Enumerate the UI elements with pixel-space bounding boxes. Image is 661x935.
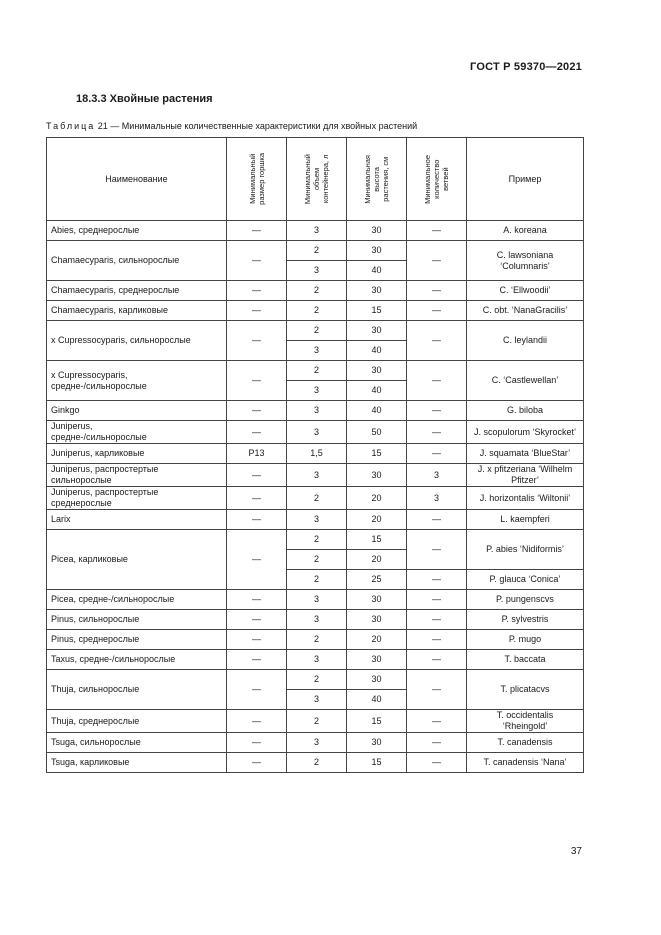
container-volume: 3: [287, 341, 347, 361]
plant-height: 40: [347, 341, 407, 361]
header-pot: [227, 138, 287, 221]
pot-size: —: [227, 221, 287, 241]
plant-name: Picea, карликовые: [47, 530, 227, 590]
header-volume: [287, 138, 347, 221]
pot-size: —: [227, 421, 287, 444]
table-row: [47, 590, 584, 610]
table-caption-text: 21 — Минимальные количественные характеристики для хвойных растений: [95, 121, 418, 131]
branch-count: —: [407, 570, 467, 590]
table-row: [47, 710, 584, 733]
plant-height: 15: [347, 710, 407, 733]
branch-count: —: [407, 753, 467, 773]
branch-count: —: [407, 321, 467, 361]
example: C. ‘Ellwoodii’: [467, 281, 584, 301]
plant-height: 15: [347, 444, 407, 464]
pot-size: —: [227, 710, 287, 733]
plant-height: 40: [347, 381, 407, 401]
pot-size: —: [227, 464, 287, 487]
pot-size: —: [227, 733, 287, 753]
table-row: [47, 464, 584, 487]
example: J. scopulorum ‘Skyrocket’: [467, 421, 584, 444]
branch-count: —: [407, 401, 467, 421]
plant-name: Tsuga, карликовые: [47, 753, 227, 773]
plant-name: x Cupressocyparis, сильнорослые: [47, 321, 227, 361]
branch-count: —: [407, 510, 467, 530]
example: C. lawsoniana ‘Columnaris’: [467, 241, 584, 281]
header-branches: [407, 138, 467, 221]
branch-count: —: [407, 301, 467, 321]
pot-size: —: [227, 487, 287, 510]
table-row: [47, 670, 584, 690]
header-volume-text: Минимальный объем контейнера, л: [303, 153, 330, 205]
plant-name: Larix: [47, 510, 227, 530]
branch-count: —: [407, 610, 467, 630]
table-row: [47, 753, 584, 773]
branch-count: —: [407, 221, 467, 241]
table-caption: [46, 121, 417, 131]
pot-size: —: [227, 321, 287, 361]
plant-height: 15: [347, 753, 407, 773]
plant-name: Abies, среднерослые: [47, 221, 227, 241]
plant-height: 25: [347, 570, 407, 590]
pot-size: —: [227, 510, 287, 530]
container-volume: 2: [287, 670, 347, 690]
container-volume: 3: [287, 510, 347, 530]
plant-height: 30: [347, 321, 407, 341]
table-row: [47, 361, 584, 381]
plant-height: 20: [347, 487, 407, 510]
table-row: [47, 401, 584, 421]
container-volume: 3: [287, 421, 347, 444]
plant-height: 30: [347, 733, 407, 753]
plant-height: 30: [347, 221, 407, 241]
plant-name: Picea, средне-/сильнорослые: [47, 590, 227, 610]
plant-height: 40: [347, 401, 407, 421]
container-volume: 3: [287, 221, 347, 241]
table-row: [47, 610, 584, 630]
example: T. baccata: [467, 650, 584, 670]
table-row: [47, 301, 584, 321]
header-example: Пример: [467, 138, 584, 221]
example: C. ‘Castlewellan’: [467, 361, 584, 401]
example: C. leylandii: [467, 321, 584, 361]
example: T. occidentalis ‘Rheingold’: [467, 710, 584, 733]
container-volume: 3: [287, 401, 347, 421]
plant-height: 30: [347, 464, 407, 487]
plant-height: 30: [347, 281, 407, 301]
container-volume: 2: [287, 321, 347, 341]
plant-height: 30: [347, 670, 407, 690]
branch-count: —: [407, 361, 467, 401]
container-volume: 3: [287, 610, 347, 630]
table-row: [47, 221, 584, 241]
pot-size: —: [227, 610, 287, 630]
plant-height: 15: [347, 530, 407, 550]
plant-name: Chamaecyparis, сильнорослые: [47, 241, 227, 281]
pot-size: —: [227, 301, 287, 321]
plant-name: Tsuga, сильнорослые: [47, 733, 227, 753]
container-volume: 2: [287, 301, 347, 321]
example: J. horizontalis ‘Wiltonii’: [467, 487, 584, 510]
container-volume: 3: [287, 464, 347, 487]
plant-name: Juniperus, средне-/сильнорослые: [47, 421, 227, 444]
page-number: 37: [570, 846, 582, 857]
container-volume: 2: [287, 241, 347, 261]
branch-count: —: [407, 444, 467, 464]
example: T. canadensis ‘Nana’: [467, 753, 584, 773]
branch-count: —: [407, 530, 467, 570]
branch-count: —: [407, 421, 467, 444]
conifers-table: [46, 137, 584, 773]
branch-count: 3: [407, 464, 467, 487]
branch-count: —: [407, 281, 467, 301]
example: G. biloba: [467, 401, 584, 421]
header-height: [347, 138, 407, 221]
container-volume: 2: [287, 550, 347, 570]
plant-name: Juniperus, карликовые: [47, 444, 227, 464]
table-row: [47, 630, 584, 650]
plant-height: 30: [347, 241, 407, 261]
table-row: [47, 321, 584, 341]
table-row: [47, 650, 584, 670]
plant-height: 20: [347, 630, 407, 650]
table-row: [47, 487, 584, 510]
section-title: 18.3.3 Хвойные растения: [76, 93, 213, 105]
table-caption-prefix: Таблица: [46, 121, 96, 131]
example: P. pungenscvs: [467, 590, 584, 610]
container-volume: 2: [287, 487, 347, 510]
branch-count: —: [407, 670, 467, 710]
pot-size: —: [227, 241, 287, 281]
table-row: [47, 510, 584, 530]
example: P. abies ‘Nidiformis’: [467, 530, 584, 570]
example: P. mugo: [467, 630, 584, 650]
table-row: [47, 241, 584, 261]
pot-size: —: [227, 670, 287, 710]
example: P. glauca ‘Conica’: [467, 570, 584, 590]
plant-height: 30: [347, 590, 407, 610]
plant-height: 15: [347, 301, 407, 321]
branch-count: 3: [407, 487, 467, 510]
table-row: [47, 733, 584, 753]
header-branches-text: Минимальное количество ветвей: [423, 154, 450, 204]
table-row: [47, 281, 584, 301]
plant-name: Chamaecyparis, карликовые: [47, 301, 227, 321]
plant-name: Juniperus, распростертые сильнорослые: [47, 464, 227, 487]
container-volume: 2: [287, 753, 347, 773]
plant-height: 30: [347, 610, 407, 630]
example: T. plicatacvs: [467, 670, 584, 710]
table-header-row: [47, 138, 584, 221]
pot-size: —: [227, 530, 287, 590]
plant-name: Taxus, средне-/сильнорослые: [47, 650, 227, 670]
container-volume: 3: [287, 590, 347, 610]
branch-count: —: [407, 710, 467, 733]
plant-name: Juniperus, распростертые среднерослые: [47, 487, 227, 510]
example: T. canadensis: [467, 733, 584, 753]
container-volume: 2: [287, 530, 347, 550]
plant-name: Chamaecyparis, среднерослые: [47, 281, 227, 301]
branch-count: —: [407, 650, 467, 670]
plant-height: 40: [347, 690, 407, 710]
plant-name: Thuja, среднерослые: [47, 710, 227, 733]
pot-size: —: [227, 650, 287, 670]
header-pot-text: Минимальный размер горшка: [247, 153, 266, 205]
pot-size: —: [227, 401, 287, 421]
pot-size: —: [227, 590, 287, 610]
plant-name: Pinus, сильнорослые: [47, 610, 227, 630]
header-height-text: Минимальная высота растения, см: [363, 154, 390, 204]
plant-height: 40: [347, 261, 407, 281]
container-volume: 1,5: [287, 444, 347, 464]
container-volume: 2: [287, 630, 347, 650]
container-volume: 2: [287, 570, 347, 590]
container-volume: 2: [287, 281, 347, 301]
plant-height: 20: [347, 510, 407, 530]
branch-count: —: [407, 241, 467, 281]
plant-height: 30: [347, 650, 407, 670]
example: J. x pfitzeriana ‘Wilhelm Pfitzer’: [467, 464, 584, 487]
container-volume: 3: [287, 261, 347, 281]
pot-size: —: [227, 361, 287, 401]
branch-count: —: [407, 590, 467, 610]
pot-size: —: [227, 630, 287, 650]
example: C. obt. ‘NanaGracilis’: [467, 301, 584, 321]
plant-name: x Cupressocyparis, средне-/сильнорослые: [47, 361, 227, 401]
table-body: [47, 221, 584, 773]
example: L. kaempferi: [467, 510, 584, 530]
container-volume: 3: [287, 381, 347, 401]
table-row: [47, 444, 584, 464]
table-row: [47, 530, 584, 550]
container-volume: 3: [287, 733, 347, 753]
branch-count: —: [407, 733, 467, 753]
example: J. squamata ‘BlueStar’: [467, 444, 584, 464]
plant-name: Thuja, сильнорослые: [47, 670, 227, 710]
plant-name: Pinus, среднерослые: [47, 630, 227, 650]
plant-height: 20: [347, 550, 407, 570]
pot-size: —: [227, 281, 287, 301]
pot-size: P13: [227, 444, 287, 464]
branch-count: —: [407, 630, 467, 650]
container-volume: 2: [287, 710, 347, 733]
plant-height: 30: [347, 361, 407, 381]
container-volume: 3: [287, 690, 347, 710]
standard-code: ГОСТ Р 59370—2021: [470, 61, 582, 73]
example: P. sylvestris: [467, 610, 584, 630]
table-row: [47, 421, 584, 444]
example: A. koreana: [467, 221, 584, 241]
plant-height: 50: [347, 421, 407, 444]
header-name: Наименование: [47, 138, 227, 221]
container-volume: 2: [287, 361, 347, 381]
container-volume: 3: [287, 650, 347, 670]
plant-name: Ginkgo: [47, 401, 227, 421]
pot-size: —: [227, 753, 287, 773]
